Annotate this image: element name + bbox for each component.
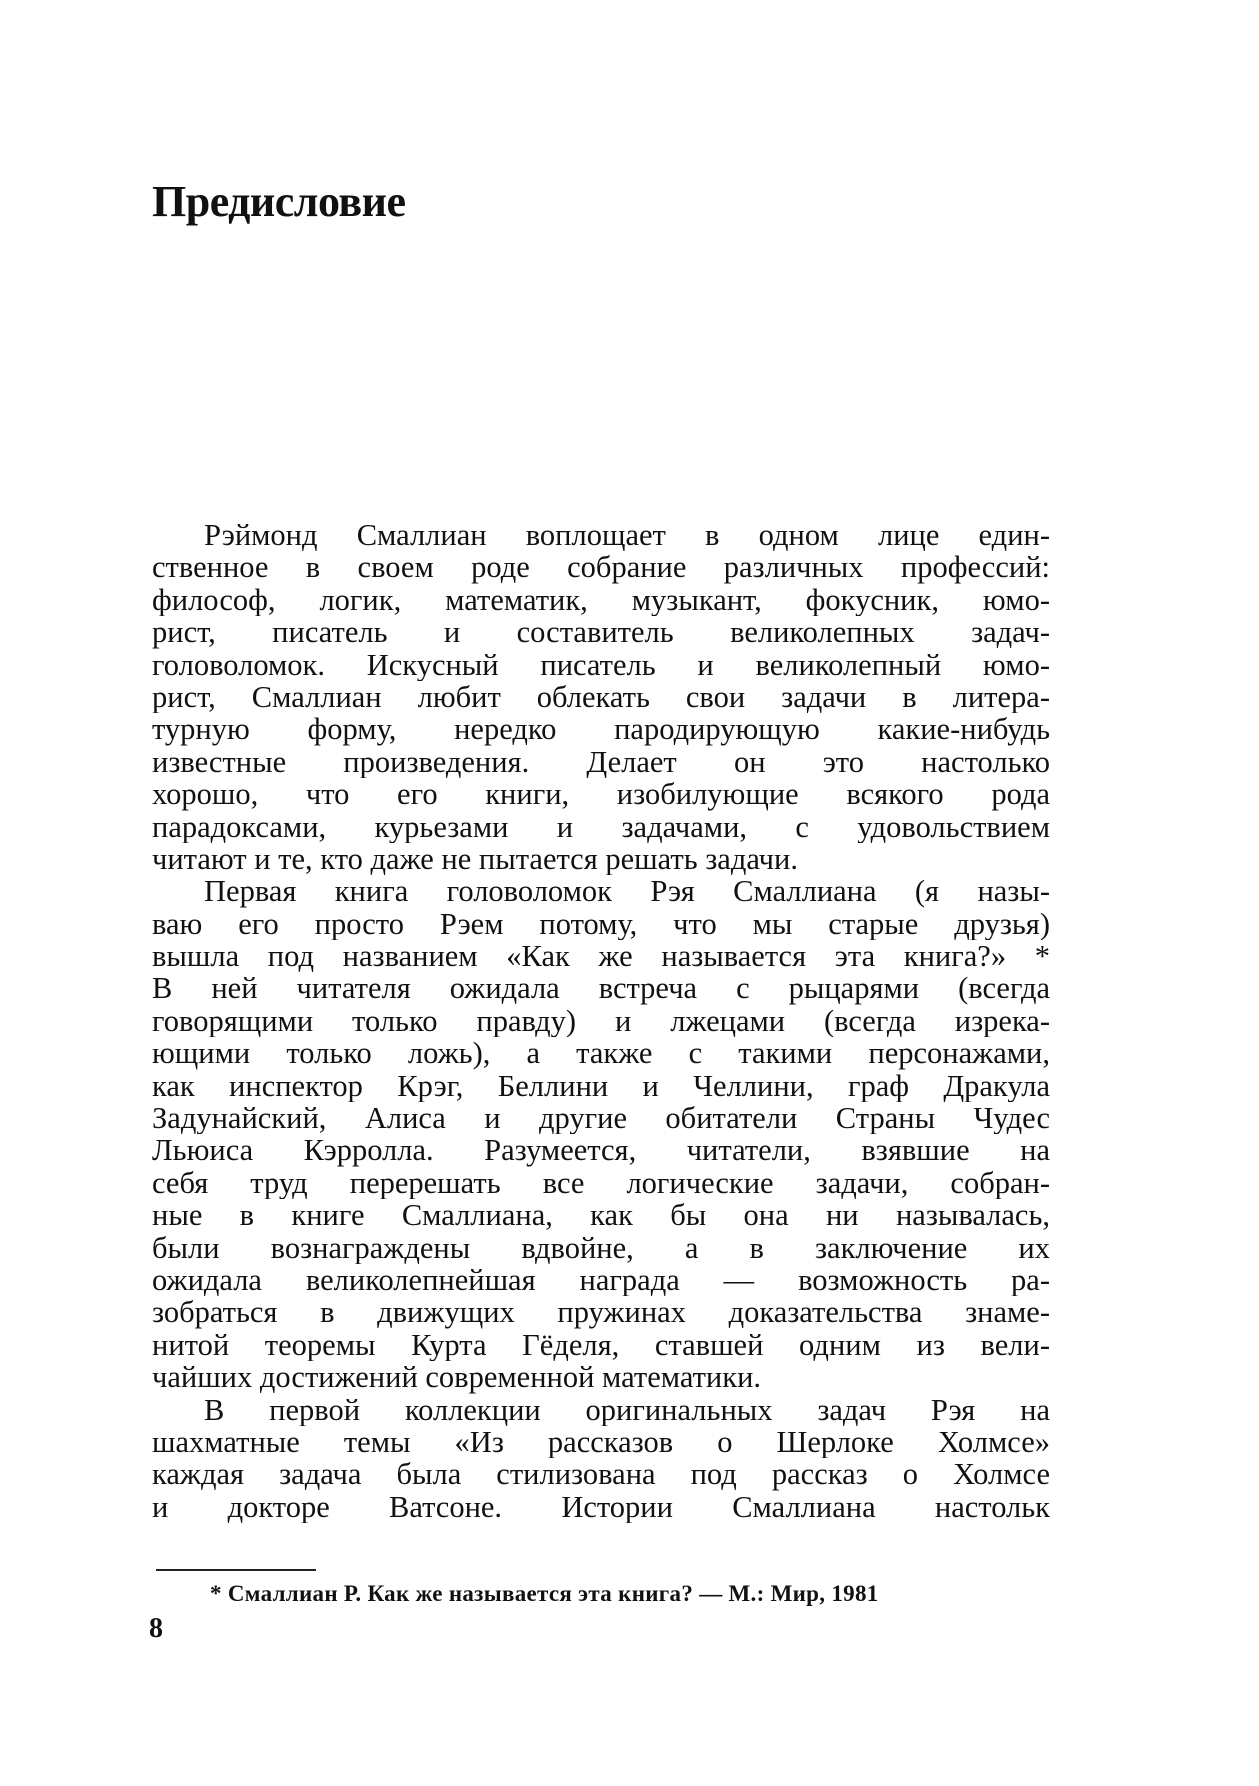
text-line: Рэймонд Смаллиан воплощает в одном лице един-: [204, 519, 1050, 552]
text-line: себя труд перерешать все логические задачи, собран-: [152, 1166, 1050, 1200]
text-line: парадоксами, курьезами и задачами, с удовольствием: [152, 810, 1050, 843]
text-line: В первой коллекции оригинальных задач Рэя на: [204, 1393, 1050, 1426]
text-line: как инспектор Крэг, Беллини и Челлини, граф Дракула: [152, 1069, 1050, 1103]
text-line: чайших достижений современной математики.: [152, 1361, 762, 1394]
page-number: 8: [149, 1613, 163, 1644]
text-line: В ней читателя ожидала встреча с рыцарями (всегда: [152, 972, 1050, 1005]
text-line: зобраться в движущих пружинах доказательства знаме-: [152, 1296, 1050, 1329]
text-line: были вознаграждены вдвойне, а в заключение их: [152, 1231, 1050, 1264]
text-line: нитой теоремы Курта Гёделя, ставшей одним из вели-: [152, 1328, 1050, 1362]
text-line: ваю его просто Рэем потому, что мы старые друзья): [152, 907, 1050, 941]
text-line: ожидала великолепнейшая награда — возможность ра-: [152, 1263, 1050, 1297]
footnote: * Смаллиан Р. Как же называется эта книга? — М.: Мир, 1981: [210, 1581, 879, 1606]
text-line: хорошо, что его книги, изобилующие всякого рода: [152, 778, 1050, 811]
text-line: ные в книге Смаллиана, как бы она ни называлась,: [152, 1199, 1050, 1232]
text-line: Задунайский, Алиса и другие обитатели Страны Чудес: [152, 1102, 1050, 1135]
text-line: Льюиса Кэрролла. Разумеется, читатели, взявшие на: [152, 1134, 1050, 1167]
text-line: рист, Смаллиан любит облекать свои задачи в литера-: [152, 680, 1050, 714]
text-line: философ, логик, математик, музыкант, фокусник, юмо-: [152, 583, 1050, 617]
text-line: ющими только ложь), а также с такими персонажами,: [152, 1037, 1050, 1070]
footnote-divider: [156, 1569, 316, 1571]
text-line: и докторе Ватсоне. Истории Смаллиана настольк: [152, 1490, 1050, 1524]
text-line: говорящими только правду) и лжецами (всегда изрека-: [152, 1004, 1050, 1038]
body-text: [152, 519, 1050, 1523]
text-line: Первая книга головоломок Рэя Смаллиана (я назы-: [204, 875, 1050, 908]
text-line: турную форму, нередко пародирующую какие-нибудь: [152, 713, 1050, 746]
page-title: Предисловие: [152, 177, 406, 226]
text-line: читают и те, кто даже не пытается решать задачи.: [152, 842, 798, 876]
text-line: каждая задача была стилизована под рассказ о Холмсе: [152, 1458, 1050, 1491]
text-line: известные произведения. Делает он это настолько: [152, 745, 1050, 779]
text-line: вышла под названием «Как же называется эта книга?» *: [152, 940, 1050, 973]
text-line: ственное в своем роде собрание различных профессий:: [152, 551, 1050, 584]
text-line: шахматные темы «Из рассказов о Шерлоке Холмсе»: [152, 1425, 1050, 1459]
text-line: рист, писатель и составитель великолепных задач-: [152, 616, 1050, 649]
text-line: головоломок. Искусный писатель и великолепный юмо-: [152, 648, 1050, 681]
